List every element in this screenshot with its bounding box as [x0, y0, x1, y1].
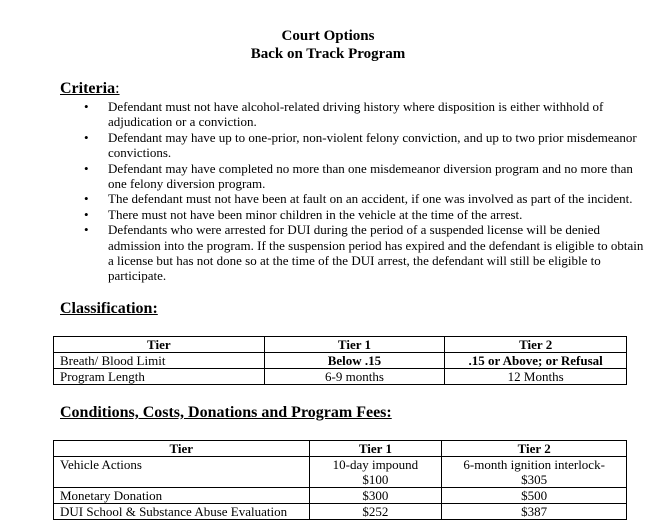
column-header: Tier 2	[445, 337, 627, 353]
criteria-item-text: Defendants who were arrested for DUI during the period of a suspended license will be denied admission into the program. If the suspension period has expired and the defendant is eligible to obtain a license but has not done so at the time of the DUI arrest, the defendant will still be eligible to participate.	[108, 222, 644, 284]
criteria-item	[84, 130, 644, 161]
bullet-icon: •	[84, 99, 89, 114]
table-cell-text: 10-day impound	[332, 457, 419, 472]
table-cell: Monetary Donation	[54, 488, 310, 504]
table-cell: Breath/ Blood Limit	[54, 353, 265, 369]
table-cell: DUI School & Substance Abuse Evaluation	[54, 504, 310, 520]
column-header: Tier 1	[264, 337, 445, 353]
table-cell: 12 Months	[445, 369, 627, 385]
document-subtitle: Back on Track Program	[250, 46, 406, 62]
criteria-heading-text: Criteria	[60, 80, 116, 97]
column-header: Tier 1	[309, 441, 442, 457]
table-row	[54, 488, 627, 504]
column-header: Tier	[54, 337, 265, 353]
column-header: Tier	[54, 441, 310, 457]
table-row	[54, 369, 627, 385]
conditions-table	[53, 440, 627, 520]
table-row	[54, 353, 627, 369]
criteria-heading-colon: :	[115, 80, 120, 97]
conditions-heading: Conditions, Costs, Donations and Program Fees:	[60, 404, 392, 421]
criteria-item-text: Defendant may have completed no more than one misdemeanor diversion program and no more than one felony diversion program.	[108, 160, 633, 192]
table-cell-text: $305	[521, 472, 548, 487]
document-title: Court Options	[281, 28, 375, 44]
table-row	[54, 504, 627, 520]
criteria-heading	[60, 80, 120, 98]
table-row	[54, 457, 627, 488]
criteria-list	[84, 99, 644, 284]
table-cell	[54, 457, 310, 488]
criteria-item	[84, 99, 644, 130]
table-cell: $500	[442, 488, 627, 504]
classification-heading: Classification:	[60, 300, 158, 317]
criteria-item-text: The defendant must not have been at fault on an accident, if one was involved as part of the incident.	[108, 191, 633, 207]
table-cell	[309, 457, 442, 488]
bullet-icon: •	[84, 160, 89, 176]
criteria-item	[84, 191, 644, 206]
table-cell: Below .15	[264, 353, 445, 369]
table-cell: Program Length	[54, 369, 265, 385]
criteria-item-text: Defendant must not have alcohol-related driving history where disposition is either withhold of adjudication or a conviction.	[108, 99, 604, 130]
table-header-row	[54, 337, 627, 353]
bullet-icon: •	[84, 191, 89, 207]
criteria-item	[84, 161, 644, 192]
criteria-item	[84, 222, 644, 284]
table-cell-text: Vehicle Actions	[60, 457, 142, 472]
classification-table	[53, 336, 627, 385]
table-cell: $252	[309, 504, 442, 520]
table-cell-text: $100	[362, 472, 389, 487]
criteria-item-text: There must not have been minor children in the vehicle at the time of the arrest.	[108, 206, 523, 222]
table-cell: .15 or Above; or Refusal	[445, 353, 627, 369]
table-cell-text: 6-month ignition interlock-	[463, 457, 605, 472]
column-header: Tier 2	[442, 441, 627, 457]
table-cell	[442, 457, 627, 488]
bullet-icon: •	[84, 129, 89, 145]
table-cell: 6-9 months	[264, 369, 445, 385]
bullet-icon: •	[84, 206, 89, 222]
criteria-item	[84, 207, 644, 222]
bullet-icon: •	[84, 222, 89, 238]
table-header-row	[54, 441, 627, 457]
table-cell: $300	[309, 488, 442, 504]
criteria-item-text: Defendant may have up to one-prior, non-violent felony conviction, and up to two prior misdemeanor convictions.	[108, 129, 637, 161]
table-cell: $387	[442, 504, 627, 520]
